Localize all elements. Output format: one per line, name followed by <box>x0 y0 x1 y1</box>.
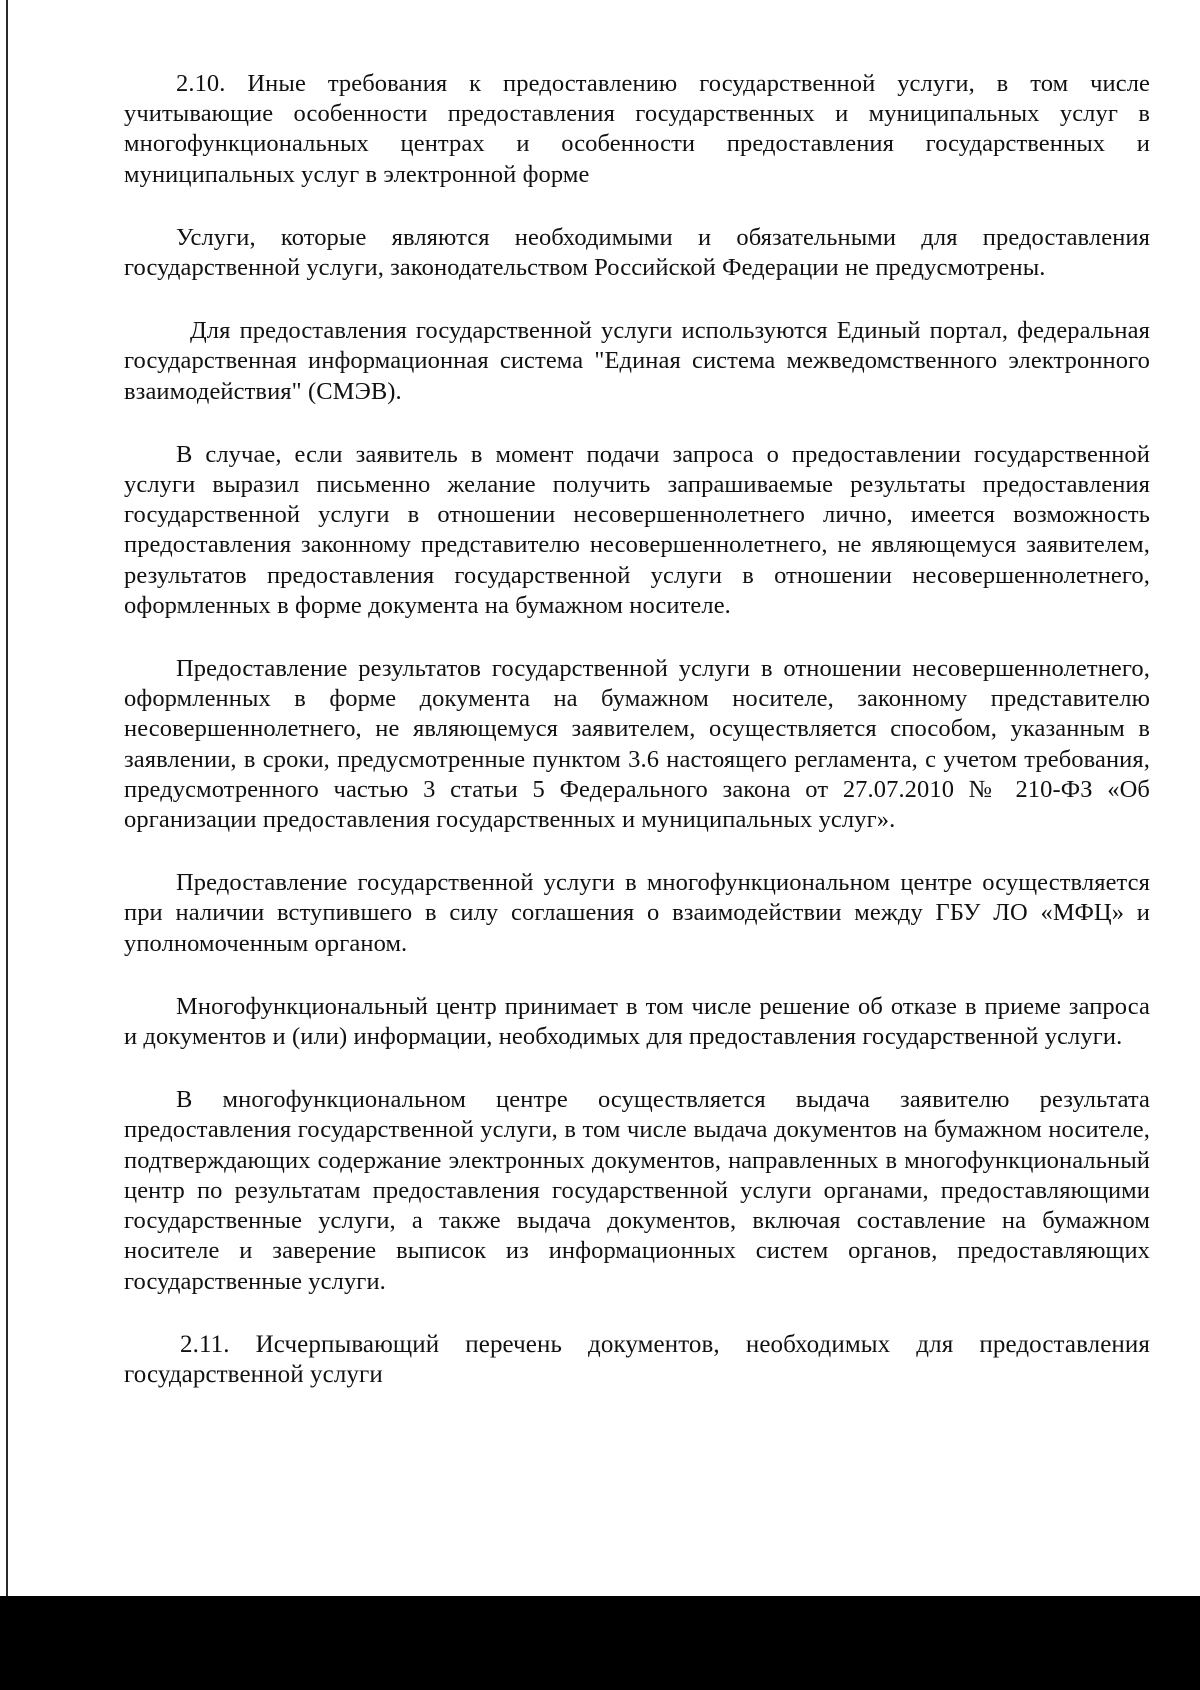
paragraph-result-delivery: Предоставление результатов государственной услуги в отношении несовершеннолетнего, оформленных в форме документа на бумажном носителе, законному представителю несовершеннолетнего, не являющемуся заявителем, осуществляется способом, указанным в заявлении, в сроки, предусмотренные пунктом 3.6 настоящего регламента, с учетом требования, предусмотренного частью 3 статьи 5 Федерального закона от 27.07.2010 № 210-ФЗ «Об организации предоставления государственных и муниципальных услуг». <box>124 655 1150 834</box>
paragraph-portal-smev: Для предоставления государственной услуги используются Единый портал, федеральная государственная информационная система "Единая система межведомственного электронного взаимодействия" (СМЭВ). <box>124 317 1150 405</box>
paragraph-mfc-agreement: Предоставление государственной услуги в многофункциональном центре осуществляется при наличии вступившего в силу соглашения о взаимодействии между ГБУ ЛО «МФЦ» и уполномоченным органом. <box>124 869 1150 957</box>
section-heading-2-10: 2.10. Иные требования к предоставлению государственной услуги, в том числе учитывающие особенности предоставления государственных и муниципальных услуг в многофункциональных центрах и особенности предоставления государственных и муниципальных услуг в электронной форме <box>124 70 1150 188</box>
paragraph-required-services: Услуги, которые являются необходимыми и обязательными для предоставления государственной услуги, законодательством Российской Федерации не предусмотрены. <box>124 223 1150 282</box>
section-heading-2-11: 2.11. Исчерпывающий перечень документов, необходимых для предоставления государственной услуги <box>124 1330 1150 1388</box>
paragraph-mfc-refusal: Многофункциональный центр принимает в том числе решение об отказе в приеме запроса и документов и (или) информации, необходимых для предоставления государственной услуги. <box>124 992 1150 1051</box>
scan-left-edge <box>6 0 8 1600</box>
paragraph-minor-applicant: В случае, если заявитель в момент подачи запроса о предоставлении государственной услуги выразил письменно желание получить запрашиваемые результаты предоставления государственной услуги в отношении несовершеннолетнего лично, имеется возможность предоставления законному представителю несовершеннолетнего, не являющемуся заявителем, результатов предоставления государственной услуги в отношении несовершеннолетнего, оформленных в форме документа на бумажном носителе. <box>124 440 1150 619</box>
paragraph-mfc-issuance: В многофункциональном центре осуществляется выдача заявителю результата предоставления государственной услуги, в том числе выдача документов на бумажном носителе, подтверждающих содержание электронных документов, направленных в многофункциональный центр по результатам предоставления государственной услуги органами, предоставляющими государственные услуги, а также выдача документов, включая составление на бумажном носителе и заверение выписок из информационных систем органов, предоставляющих государственные услуги. <box>124 1086 1150 1295</box>
document-body <box>124 69 1150 1390</box>
scan-bottom-black-band <box>0 1600 1200 1690</box>
